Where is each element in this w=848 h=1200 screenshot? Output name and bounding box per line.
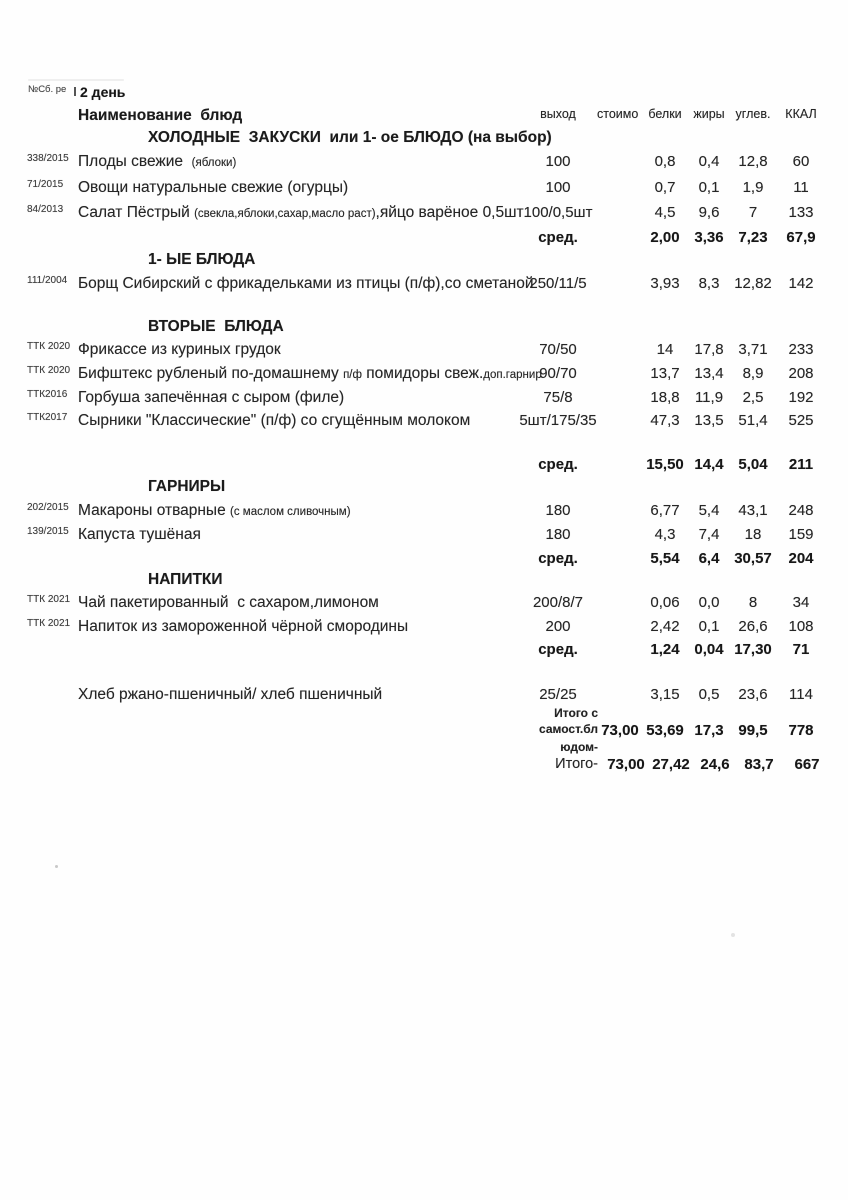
fat-value: 7,4 xyxy=(698,526,720,543)
total-label: Итого- xyxy=(555,756,598,772)
dish-name-text: Бифштекс рубленый по-домашнему xyxy=(78,365,344,382)
dish-name-text: ,яйцо варёное 0,5шт xyxy=(375,204,524,221)
kcal-value: 667 xyxy=(794,756,820,773)
portion-size: 180 xyxy=(545,526,571,543)
portion-size: 200/8/7 xyxy=(532,594,584,611)
protein-value: 15,50 xyxy=(646,456,684,473)
dish-name-text: Салат Пёстрый xyxy=(78,204,195,221)
avg-row-label: сред. xyxy=(538,641,578,658)
dish-name-text: помидоры свеж. xyxy=(361,365,484,382)
kcal-value: 159 xyxy=(788,526,814,543)
carb-value: 8,9 xyxy=(742,365,764,382)
dish-name-text: Напиток из замороженной чёрной смородины xyxy=(78,618,409,635)
carb-value: 99,5 xyxy=(738,722,768,739)
fat-value: 0,04 xyxy=(694,641,724,658)
kcal-value: 114 xyxy=(789,686,813,703)
section-row-second xyxy=(0,318,848,342)
fat-value: 8,3 xyxy=(698,275,720,292)
table-row xyxy=(0,412,848,436)
fat-value: 24,6 xyxy=(700,756,730,773)
carb-value: 26,6 xyxy=(738,618,768,635)
fat-value: 0,1 xyxy=(698,618,720,635)
dish-name-text: Плоды свежие xyxy=(78,153,192,170)
portion-size: 70/50 xyxy=(539,341,577,358)
table-row xyxy=(0,153,848,177)
kcal-value: 34 xyxy=(792,594,810,611)
section-title: ХОЛОДНЫЕ ЗАКУСКИ или 1- ое БЛЮДО (на выбор) xyxy=(148,129,552,146)
table-row xyxy=(0,618,848,642)
kcal-value: 142 xyxy=(788,275,814,292)
dish-name-detail: (яблоки) xyxy=(191,157,237,169)
portion-size: 250/11/5 xyxy=(529,275,587,292)
dish-name xyxy=(78,502,351,520)
recipe-code: 139/2015 xyxy=(27,526,69,537)
totals-row xyxy=(0,756,848,780)
section-title: ГАРНИРЫ xyxy=(148,478,226,495)
portion-size: 90/70 xyxy=(539,365,577,382)
protein-value: 2,00 xyxy=(650,229,680,246)
carb-value: 1,9 xyxy=(742,179,764,196)
portion-size: 25/25 xyxy=(539,686,577,703)
protein-value: 4,5 xyxy=(654,204,676,221)
table-row xyxy=(0,341,848,365)
section-row-drinks xyxy=(0,571,848,595)
recipe-code: ТТК 2020 xyxy=(27,341,71,352)
carb-value: 43,1 xyxy=(738,502,768,519)
dish-name-text: Горбуша запечённая с сыром (филе) xyxy=(78,389,345,406)
kcal-value: 233 xyxy=(788,341,814,358)
total-with-label-line1: Итого с xyxy=(554,706,598,720)
dish-name-detail: п/ф xyxy=(343,369,362,381)
recipe-code: 202/2015 xyxy=(27,502,69,513)
dish-name-text: Фрикассе из куриных грудок xyxy=(78,341,281,358)
recipe-code: 111/2004 xyxy=(27,275,68,286)
fat-value: 0,1 xyxy=(698,179,720,196)
table-row xyxy=(0,502,848,526)
avg-row-label: сред. xyxy=(538,229,578,246)
portion-size: 100/0,5шт xyxy=(523,204,593,221)
fat-value: 0,0 xyxy=(698,594,720,611)
dish-name-text: Хлеб ржано-пшеничный/ хлеб пшеничный xyxy=(78,686,383,703)
carb-value: 5,04 xyxy=(738,456,768,473)
section-title: НАПИТКИ xyxy=(148,571,223,588)
dish-name-detail: (свекла,яблоки,сахар,масло раст) xyxy=(194,208,376,220)
recipe-code: 71/2015 xyxy=(27,179,64,190)
kcal-value: 208 xyxy=(788,365,814,382)
fat-value: 11,9 xyxy=(694,389,724,406)
carb-value: 51,4 xyxy=(738,412,768,429)
total-with-label-line2: самост.бл xyxy=(539,722,598,736)
kcal-value: 192 xyxy=(788,389,814,406)
portion-size: 180 xyxy=(545,502,571,519)
kcal-value: 67,9 xyxy=(786,229,816,246)
dish-name xyxy=(78,153,236,171)
average-row xyxy=(0,641,848,665)
carb-value: 7 xyxy=(748,204,758,221)
dish-name-text: Чай пакетированный с сахаром,лимоном xyxy=(78,594,379,611)
carb-value: 18 xyxy=(744,526,762,543)
col-header-stoimost: стоимо xyxy=(597,107,639,121)
section-title: 1- ЫЕ БЛЮДА xyxy=(148,251,256,268)
kcal-value: 108 xyxy=(788,618,814,635)
table-header-row xyxy=(0,107,848,131)
table-row xyxy=(0,204,848,228)
protein-value: 18,8 xyxy=(650,389,680,406)
carb-value: 83,7 xyxy=(744,756,774,773)
recipe-code: 338/2015 xyxy=(27,153,69,164)
protein-value: 0,06 xyxy=(650,594,680,611)
portion-size: 75/8 xyxy=(543,389,573,406)
recipe-code: ТТК2016 xyxy=(27,389,68,400)
protein-value: 47,3 xyxy=(650,412,680,429)
kcal-value: 248 xyxy=(788,502,814,519)
protein-value: 27,42 xyxy=(652,756,690,773)
carb-value: 2,5 xyxy=(742,389,764,406)
fat-value: 17,3 xyxy=(694,722,724,739)
section-title: ВТОРЫЕ БЛЮДА xyxy=(148,318,284,335)
portion-size: 200 xyxy=(545,618,571,635)
section-row-cold xyxy=(0,129,848,153)
fat-value: 6,4 xyxy=(698,550,720,567)
kcal-value: 211 xyxy=(788,456,814,473)
kcal-value: 71 xyxy=(792,641,810,658)
fat-value: 3,36 xyxy=(694,229,724,246)
cost-value: 73,00 xyxy=(601,722,639,739)
carb-value: 23,6 xyxy=(738,686,768,703)
kcal-value: 133 xyxy=(788,204,814,221)
table-row xyxy=(0,365,848,389)
table-row xyxy=(0,389,848,413)
scan-artifact xyxy=(28,79,124,81)
dish-name-detail: (с маслом сливочным) xyxy=(230,506,351,518)
table-row xyxy=(0,275,848,299)
col-header-uglev: углев. xyxy=(735,107,771,121)
protein-value: 0,7 xyxy=(654,179,676,196)
dish-name-text: Макароны отварные xyxy=(78,502,231,519)
serial-label: №Сб. ре xyxy=(28,84,67,95)
protein-value: 0,8 xyxy=(654,153,676,170)
col-header-kkal: ККАЛ xyxy=(785,107,817,121)
kcal-value: 525 xyxy=(788,412,814,429)
dish-name xyxy=(78,204,524,222)
dish-name xyxy=(78,594,379,612)
recipe-code: ТТК 2020 xyxy=(27,365,71,376)
table-row xyxy=(0,526,848,550)
protein-value: 3,15 xyxy=(650,686,680,703)
fat-value: 9,6 xyxy=(698,204,720,221)
carb-value: 30,57 xyxy=(734,550,772,567)
avg-row-label: сред. xyxy=(538,550,578,567)
section-row-first xyxy=(0,251,848,275)
protein-value: 13,7 xyxy=(650,365,680,382)
dish-name-text: Овощи натуральные свежие (огурцы) xyxy=(78,179,349,196)
dish-name xyxy=(78,618,408,636)
kcal-value: 778 xyxy=(788,722,814,739)
dish-name xyxy=(78,389,344,407)
day-label: 2 день xyxy=(80,84,126,100)
doc-header-row xyxy=(0,84,848,108)
section-row-garnish xyxy=(0,478,848,502)
recipe-code: 84/2013 xyxy=(27,204,64,215)
protein-value: 6,77 xyxy=(650,502,680,519)
fat-value: 5,4 xyxy=(698,502,720,519)
carb-value: 12,82 xyxy=(734,275,772,292)
kcal-value: 11 xyxy=(793,179,809,196)
dish-name-text: Борщ Сибирский с фрикадельками из птицы (п/ф),со сметаной xyxy=(78,275,534,292)
fat-value: 0,5 xyxy=(698,686,720,703)
carb-value: 3,71 xyxy=(738,341,768,358)
dish-name-text: Сырники "Классические" (п/ф) со сгущённым молоком xyxy=(78,412,471,429)
carb-value: 17,30 xyxy=(734,641,772,658)
table-row xyxy=(0,179,848,203)
protein-value: 3,93 xyxy=(650,275,680,292)
dish-name xyxy=(78,341,281,359)
average-row xyxy=(0,229,848,253)
col-header-belki: белки xyxy=(648,107,682,121)
fat-value: 17,8 xyxy=(694,341,724,358)
protein-value: 1,24 xyxy=(650,641,680,658)
scan-artifact xyxy=(55,865,58,868)
average-row xyxy=(0,456,848,480)
portion-size: 5шт/175/35 xyxy=(519,412,597,429)
fat-value: 13,5 xyxy=(694,412,724,429)
dish-name-text: Капуста тушёная xyxy=(78,526,201,543)
portion-size: 100 xyxy=(545,179,571,196)
table-row xyxy=(0,594,848,618)
protein-value: 4,3 xyxy=(654,526,676,543)
recipe-code: ТТК 2021 xyxy=(27,618,71,629)
carb-value: 8 xyxy=(748,594,758,611)
dish-name xyxy=(78,365,542,383)
avg-row-label: сред. xyxy=(538,456,578,473)
dish-name xyxy=(78,179,348,197)
fat-value: 0,4 xyxy=(698,153,720,170)
fat-value: 13,4 xyxy=(694,365,724,382)
carb-value: 12,8 xyxy=(738,153,768,170)
protein-value: 5,54 xyxy=(650,550,680,567)
recipe-code: ТТК2017 xyxy=(27,412,68,423)
protein-value: 53,69 xyxy=(646,722,684,739)
dish-name xyxy=(78,412,470,430)
carb-value: 7,23 xyxy=(738,229,768,246)
scan-artifact xyxy=(731,933,735,937)
dish-name xyxy=(78,275,533,293)
kcal-value: 204 xyxy=(788,550,814,567)
kcal-value: 60 xyxy=(792,153,810,170)
dish-name-detail: доп.гарнир xyxy=(483,369,542,381)
total-with-label-line3: юдом- xyxy=(560,740,598,754)
col-header-name: Наименование блюд xyxy=(78,107,243,124)
portion-size: 100 xyxy=(545,153,571,170)
fat-value: 14,4 xyxy=(694,456,724,473)
cost-value: 73,00 xyxy=(607,756,645,773)
col-header-vyhod: выход xyxy=(540,107,576,121)
dish-name xyxy=(78,686,382,704)
protein-value: 2,42 xyxy=(650,618,680,635)
dish-name xyxy=(78,526,201,544)
recipe-code: ТТК 2021 xyxy=(27,594,71,605)
protein-value: 14 xyxy=(656,341,674,358)
col-header-zhiry: жиры xyxy=(693,107,725,121)
